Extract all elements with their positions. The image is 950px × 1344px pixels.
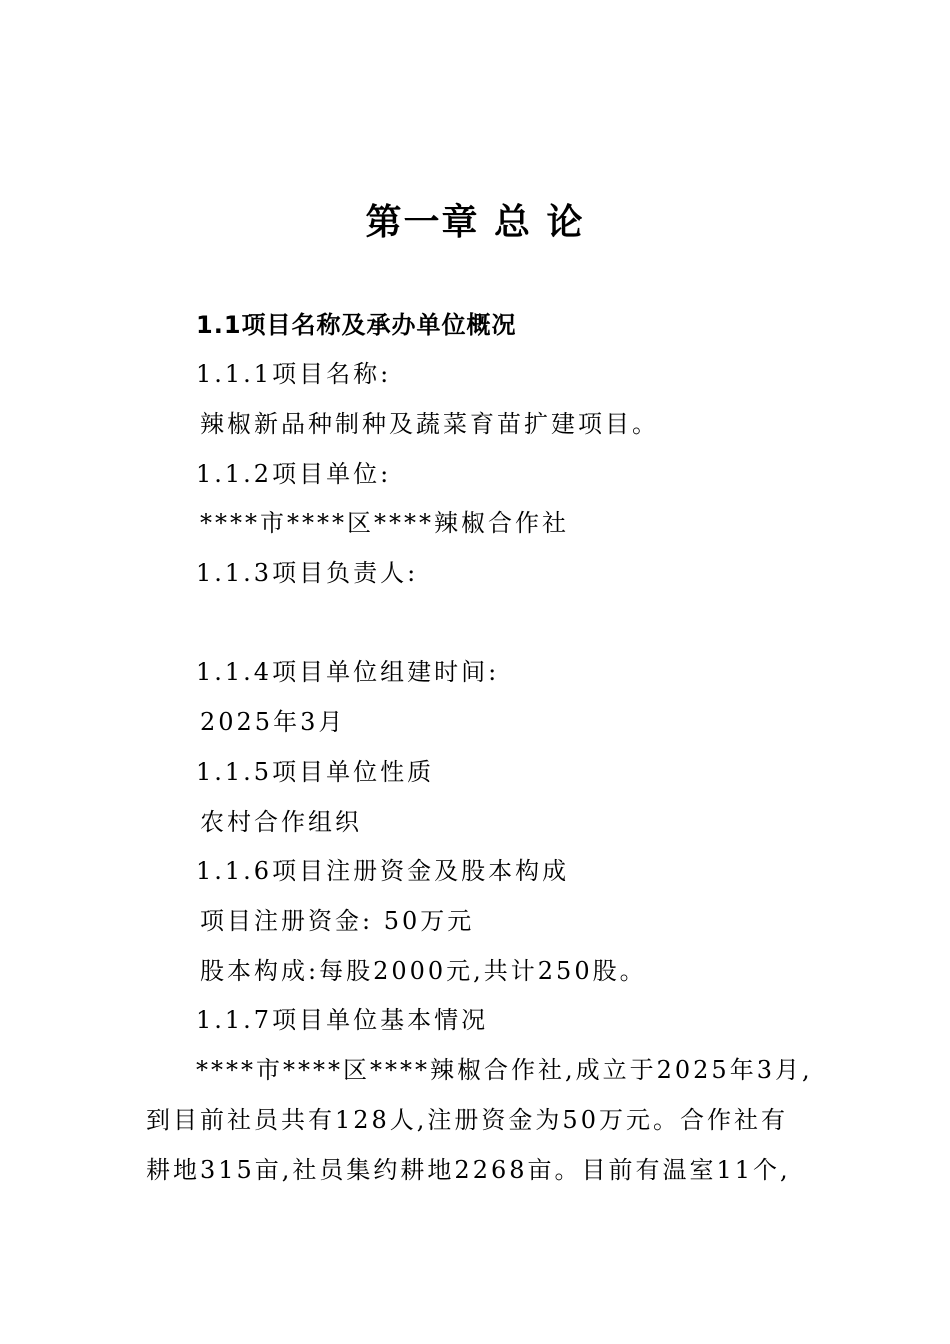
heading-1-1-4: 1.1.4项目单位组建时间:	[196, 658, 500, 686]
value-registered-capital: 项目注册资金: 50万元	[200, 907, 475, 935]
value-share-structure: 股本构成:每股2000元,共计250股。	[200, 957, 647, 985]
heading-1-1-7: 1.1.7项目单位基本情况	[196, 1006, 489, 1034]
paragraph-line-2: 到目前社员共有128人,注册资金为50万元。合作社有	[146, 1106, 788, 1134]
chapter-title: 第一章 总 论	[365, 202, 585, 243]
paragraph-line-1: ****市****区****辣椒合作社,成立于2025年3月,	[196, 1056, 813, 1084]
heading-1-1-6: 1.1.6项目注册资金及股本构成	[196, 857, 570, 885]
value-project-unit: ****市****区****辣椒合作社	[200, 509, 569, 537]
heading-1-1-5: 1.1.5项目单位性质	[196, 758, 435, 786]
paragraph-line-3: 耕地315亩,社员集约耕地2268亩。目前有温室11个,	[146, 1156, 791, 1184]
value-project-name: 辣椒新品种制种及蔬菜育苗扩建项目。	[200, 410, 659, 438]
heading-1-1-1: 1.1.1项目名称:	[196, 360, 392, 388]
value-founding-time: 2025年3月	[200, 708, 346, 736]
heading-1-1-3: 1.1.3项目负责人:	[196, 559, 419, 587]
section-heading-1-1: 1.1项目名称及承办单位概况	[196, 311, 517, 339]
value-unit-nature: 农村合作组织	[200, 808, 362, 836]
heading-1-1-2: 1.1.2项目单位:	[196, 460, 392, 488]
